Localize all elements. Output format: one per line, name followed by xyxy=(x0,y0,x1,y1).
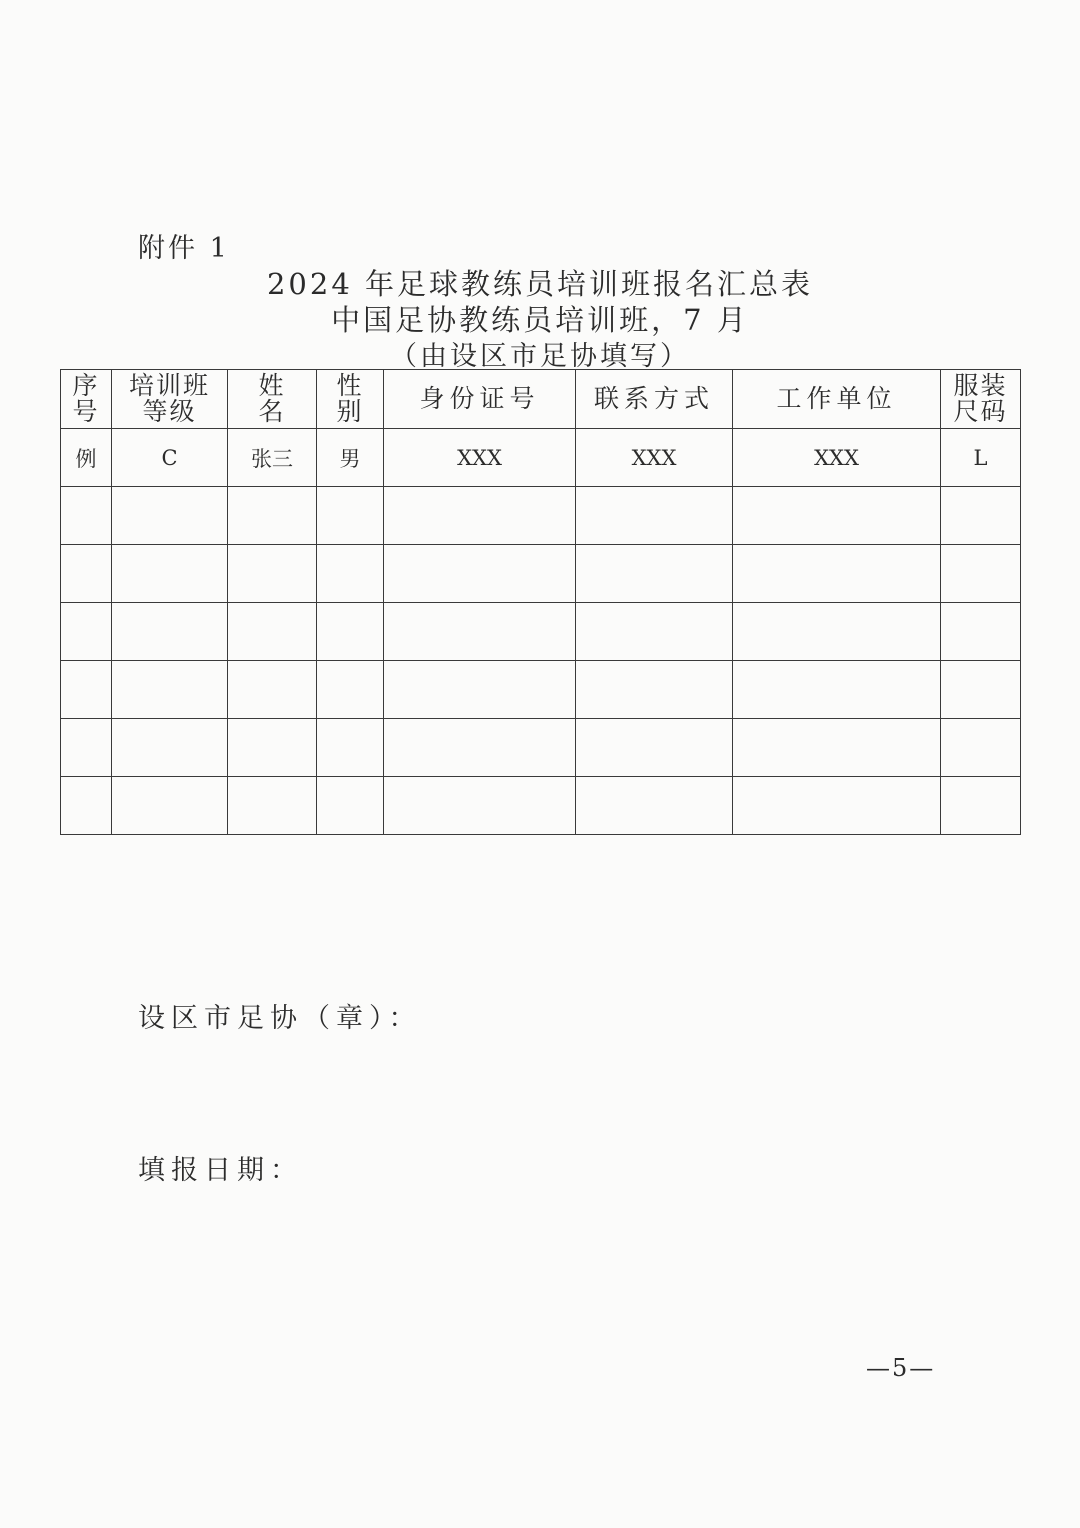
blank-cell xyxy=(384,487,576,545)
blank-cell xyxy=(384,777,576,835)
blank-cell xyxy=(941,777,1021,835)
header-gender-line1: 性 xyxy=(336,371,364,400)
registration-table xyxy=(60,369,1021,835)
example-row xyxy=(61,429,1021,487)
header-class-level-line1: 培训班 xyxy=(128,371,210,400)
blank-cell xyxy=(317,777,384,835)
blank-cell xyxy=(576,777,733,835)
header-name-line2: 名 xyxy=(258,397,286,426)
blank-cell xyxy=(576,661,733,719)
example-seq: 例 xyxy=(61,429,112,487)
header-employer-label: 工作单位 xyxy=(776,384,897,413)
blank-cell xyxy=(384,603,576,661)
example-contact: XXX xyxy=(576,429,733,487)
table-row xyxy=(61,603,1021,661)
blank-cell xyxy=(228,777,317,835)
blank-cell xyxy=(61,487,112,545)
fill-date-label: 填报日期： xyxy=(138,1155,303,1186)
table-row xyxy=(61,777,1021,835)
blank-cell xyxy=(576,545,733,603)
header-seq xyxy=(61,370,112,429)
blank-cell xyxy=(733,545,941,603)
header-class-level xyxy=(112,370,228,429)
example-gender: 男 xyxy=(317,429,384,487)
blank-cell xyxy=(384,545,576,603)
association-seal-label: 设区市足协（章）： xyxy=(138,1003,422,1034)
table-row xyxy=(61,719,1021,777)
header-clothing-size xyxy=(941,370,1021,429)
example-id-number: XXX xyxy=(384,429,576,487)
header-employer xyxy=(733,370,941,429)
blank-cell xyxy=(941,719,1021,777)
attachment-label: 附件 1 xyxy=(138,233,230,264)
header-contact xyxy=(576,370,733,429)
blank-cell xyxy=(941,545,1021,603)
blank-cell xyxy=(228,545,317,603)
example-employer: XXX xyxy=(733,429,941,487)
form-title: 2024 年足球教练员培训班报名汇总表 xyxy=(266,267,814,301)
header-clothing-size-line1: 服装 xyxy=(953,371,1008,400)
blank-cell xyxy=(112,661,228,719)
blank-cell xyxy=(61,719,112,777)
blank-cell xyxy=(228,603,317,661)
blank-cell xyxy=(61,661,112,719)
header-seq-line2: 号 xyxy=(72,397,100,426)
blank-cell xyxy=(112,487,228,545)
blank-cell xyxy=(61,545,112,603)
table-row xyxy=(61,661,1021,719)
blank-cell xyxy=(941,487,1021,545)
blank-cell xyxy=(228,487,317,545)
blank-cell xyxy=(941,603,1021,661)
example-clothing-size: L xyxy=(941,429,1021,487)
blank-cell xyxy=(317,719,384,777)
header-row xyxy=(61,370,1021,429)
header-gender xyxy=(317,370,384,429)
form-instruction: （由设区市足协填写） xyxy=(390,341,690,372)
header-class-level-line2: 等级 xyxy=(142,397,197,426)
example-class-level: C xyxy=(112,429,228,487)
blank-cell xyxy=(317,545,384,603)
blank-cell xyxy=(576,719,733,777)
table-row xyxy=(61,487,1021,545)
blank-cell xyxy=(733,603,941,661)
form-subtitle: 中国足协教练员培训班，7 月 xyxy=(331,303,749,337)
blank-cell xyxy=(384,661,576,719)
blank-cell xyxy=(112,545,228,603)
blank-cell xyxy=(228,661,317,719)
header-name xyxy=(228,370,317,429)
blank-cell xyxy=(941,661,1021,719)
blank-cell xyxy=(112,777,228,835)
header-name-line1: 姓 xyxy=(258,371,286,400)
table-row xyxy=(61,545,1021,603)
header-id-number xyxy=(384,370,576,429)
blank-cell xyxy=(733,777,941,835)
page-number: —5— xyxy=(866,1354,936,1382)
blank-cell xyxy=(733,487,941,545)
blank-cell xyxy=(576,487,733,545)
blank-cell xyxy=(384,719,576,777)
header-clothing-size-line2: 尺码 xyxy=(953,397,1008,426)
blank-cell xyxy=(228,719,317,777)
blank-cell xyxy=(576,603,733,661)
header-seq-line1: 序 xyxy=(72,371,100,400)
blank-cell xyxy=(317,661,384,719)
blank-cell xyxy=(112,603,228,661)
header-contact-label: 联系方式 xyxy=(593,384,714,413)
blank-cell xyxy=(733,661,941,719)
blank-cell xyxy=(317,603,384,661)
header-gender-line2: 别 xyxy=(336,397,364,426)
blank-cell xyxy=(61,777,112,835)
blank-cell xyxy=(61,603,112,661)
example-name: 张三 xyxy=(228,429,317,487)
header-id-number-label: 身份证号 xyxy=(419,384,540,413)
blank-cell xyxy=(112,719,228,777)
blank-cell xyxy=(733,719,941,777)
blank-cell xyxy=(317,487,384,545)
